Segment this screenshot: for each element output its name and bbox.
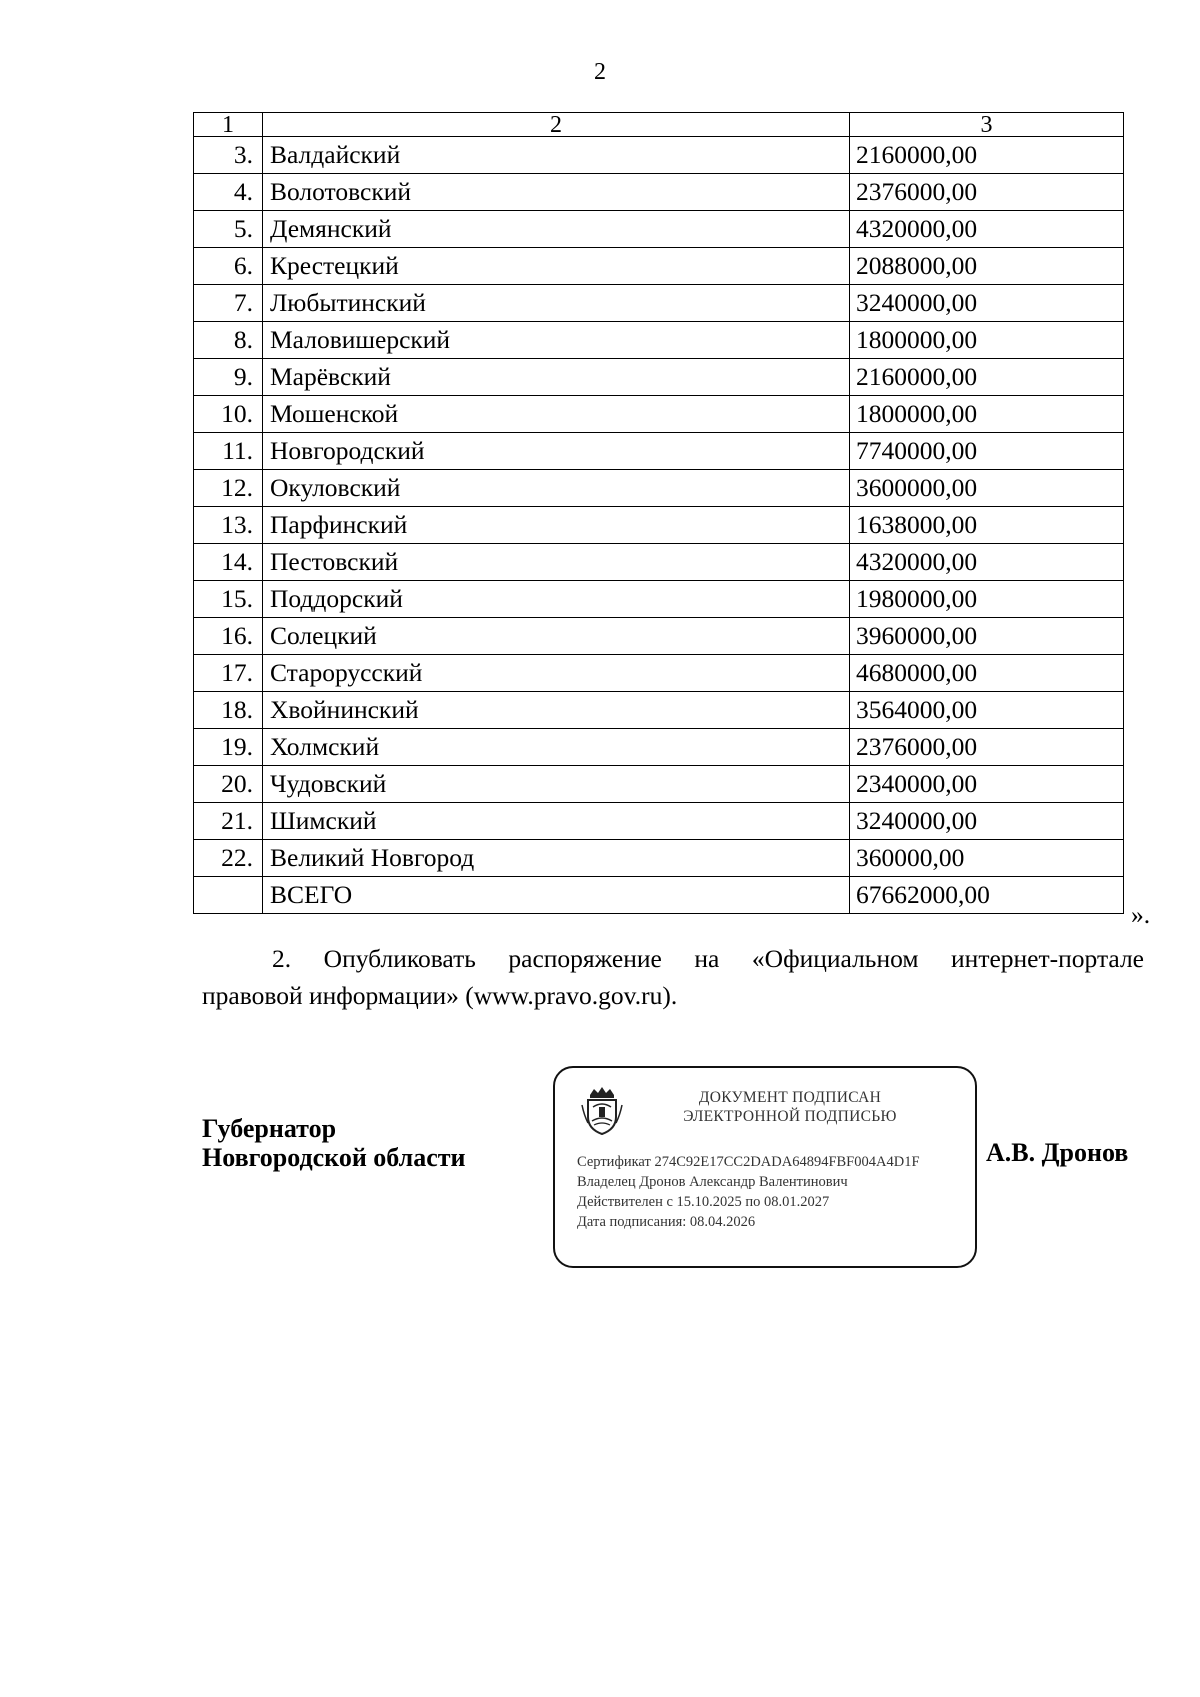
stamp-certificate: Сертификат 274C92E17CC2DADA64894FBF004A4D1F	[577, 1154, 920, 1170]
district-name-cell: Новгородский	[263, 433, 850, 470]
table-row	[194, 322, 1124, 359]
amount-cell: 3240000,00	[850, 803, 1124, 840]
amount-cell: 2376000,00	[850, 174, 1124, 211]
district-name-cell: Шимский	[263, 803, 850, 840]
district-name-cell: Валдайский	[263, 137, 850, 174]
row-number-cell: 20.	[194, 766, 263, 803]
district-name-cell: Солецкий	[263, 618, 850, 655]
districts-table	[193, 112, 1124, 914]
row-number-cell: 14.	[194, 544, 263, 581]
amount-cell: 3240000,00	[850, 285, 1124, 322]
amount-cell: 7740000,00	[850, 433, 1124, 470]
row-number-cell: 12.	[194, 470, 263, 507]
table-row	[194, 840, 1124, 877]
table-header-row	[194, 113, 1124, 137]
amount-cell: 1980000,00	[850, 581, 1124, 618]
table-row	[194, 655, 1124, 692]
amount-cell: 1800000,00	[850, 322, 1124, 359]
coat-of-arms-icon	[580, 1085, 624, 1137]
district-name-cell: Чудовский	[263, 766, 850, 803]
amount-cell: 4320000,00	[850, 211, 1124, 248]
district-name-cell: Волотовский	[263, 174, 850, 211]
table-row	[194, 581, 1124, 618]
stamp-signing-date: Дата подписания: 08.04.2026	[577, 1214, 756, 1230]
table-row	[194, 285, 1124, 322]
table-row	[194, 470, 1124, 507]
table-total-row	[194, 877, 1124, 914]
district-name-cell: Поддорский	[263, 581, 850, 618]
amount-cell: 1638000,00	[850, 507, 1124, 544]
amount-cell: 1800000,00	[850, 396, 1124, 433]
row-number-cell: 18.	[194, 692, 263, 729]
row-number-cell: 4.	[194, 174, 263, 211]
table-row	[194, 507, 1124, 544]
district-name-cell: Окуловский	[263, 470, 850, 507]
position-line-2: Новгородской области	[202, 1143, 466, 1172]
header-cell-name: 2	[263, 113, 850, 137]
amount-cell: 2376000,00	[850, 729, 1124, 766]
electronic-signature-stamp	[553, 1066, 977, 1268]
table-row	[194, 692, 1124, 729]
district-name-cell: Парфинский	[263, 507, 850, 544]
signatory-position	[202, 1114, 466, 1172]
amount-cell: 2160000,00	[850, 137, 1124, 174]
district-name-cell: Великий Новгород	[263, 840, 850, 877]
row-number-cell: 11.	[194, 433, 263, 470]
row-number-cell: 17.	[194, 655, 263, 692]
district-name-cell: Крестецкий	[263, 248, 850, 285]
stamp-owner: Владелец Дронов Александр Валентинович	[577, 1174, 848, 1190]
amount-cell: 360000,00	[850, 840, 1124, 877]
district-name-cell: Холмский	[263, 729, 850, 766]
amount-cell: 2340000,00	[850, 766, 1124, 803]
header-cell-value: 3	[850, 113, 1124, 137]
stamp-title	[675, 1088, 905, 1126]
district-name-cell: Хвойнинский	[263, 692, 850, 729]
stamp-validity: Действителен с 15.10.2025 по 08.01.2027	[577, 1194, 830, 1210]
stamp-details	[577, 1152, 920, 1232]
amount-cell: 4320000,00	[850, 544, 1124, 581]
table-row	[194, 618, 1124, 655]
table-row	[194, 729, 1124, 766]
row-number-cell: 15.	[194, 581, 263, 618]
row-number-cell: 16.	[194, 618, 263, 655]
amount-cell: 3564000,00	[850, 692, 1124, 729]
total-amount-cell: 67662000,00	[850, 877, 1124, 914]
district-name-cell: Демянский	[263, 211, 850, 248]
row-number-cell: 3.	[194, 137, 263, 174]
stamp-title-line-2: ЭЛЕКТРОННОЙ ПОДПИСЬЮ	[683, 1108, 897, 1125]
row-number-cell: 6.	[194, 248, 263, 285]
district-name-cell: Старорусский	[263, 655, 850, 692]
table-row	[194, 174, 1124, 211]
row-number-cell: 22.	[194, 840, 263, 877]
signatory-name: А.В. Дронов	[986, 1138, 1129, 1167]
row-number-cell: 10.	[194, 396, 263, 433]
amount-cell: 2160000,00	[850, 359, 1124, 396]
table-row	[194, 766, 1124, 803]
district-name-cell: Марёвский	[263, 359, 850, 396]
total-label-cell: ВСЕГО	[263, 877, 850, 914]
table-row	[194, 433, 1124, 470]
stamp-title-line-1: ДОКУМЕНТ ПОДПИСАН	[698, 1089, 882, 1106]
table-row	[194, 359, 1124, 396]
publication-paragraph	[202, 940, 1144, 1014]
page-number: 2	[594, 59, 606, 85]
paragraph-line-2: правовой информации» (www.pravo.gov.ru).	[202, 981, 678, 1010]
row-number-cell: 7.	[194, 285, 263, 322]
paragraph-line-1: 2. Опубликовать распоряжение на «Официальном интернет-портале	[272, 944, 1144, 973]
row-number-cell: 13.	[194, 507, 263, 544]
row-number-cell: 8.	[194, 322, 263, 359]
districts-table-wrapper	[193, 112, 1124, 914]
row-number-cell: 5.	[194, 211, 263, 248]
district-name-cell: Маловишерский	[263, 322, 850, 359]
table-row	[194, 544, 1124, 581]
amount-cell: 4680000,00	[850, 655, 1124, 692]
row-number-cell: 19.	[194, 729, 263, 766]
table-row	[194, 248, 1124, 285]
total-number-cell	[194, 877, 263, 914]
closing-quote: ».	[1131, 900, 1151, 929]
table-row	[194, 211, 1124, 248]
table-row	[194, 137, 1124, 174]
amount-cell: 3600000,00	[850, 470, 1124, 507]
position-line-1: Губернатор	[202, 1114, 337, 1143]
amount-cell: 3960000,00	[850, 618, 1124, 655]
district-name-cell: Пестовский	[263, 544, 850, 581]
table-row	[194, 803, 1124, 840]
header-cell-number: 1	[194, 113, 263, 137]
district-name-cell: Мошенской	[263, 396, 850, 433]
row-number-cell: 21.	[194, 803, 263, 840]
amount-cell: 2088000,00	[850, 248, 1124, 285]
table-body	[194, 113, 1124, 914]
table-row	[194, 396, 1124, 433]
row-number-cell: 9.	[194, 359, 263, 396]
district-name-cell: Любытинский	[263, 285, 850, 322]
